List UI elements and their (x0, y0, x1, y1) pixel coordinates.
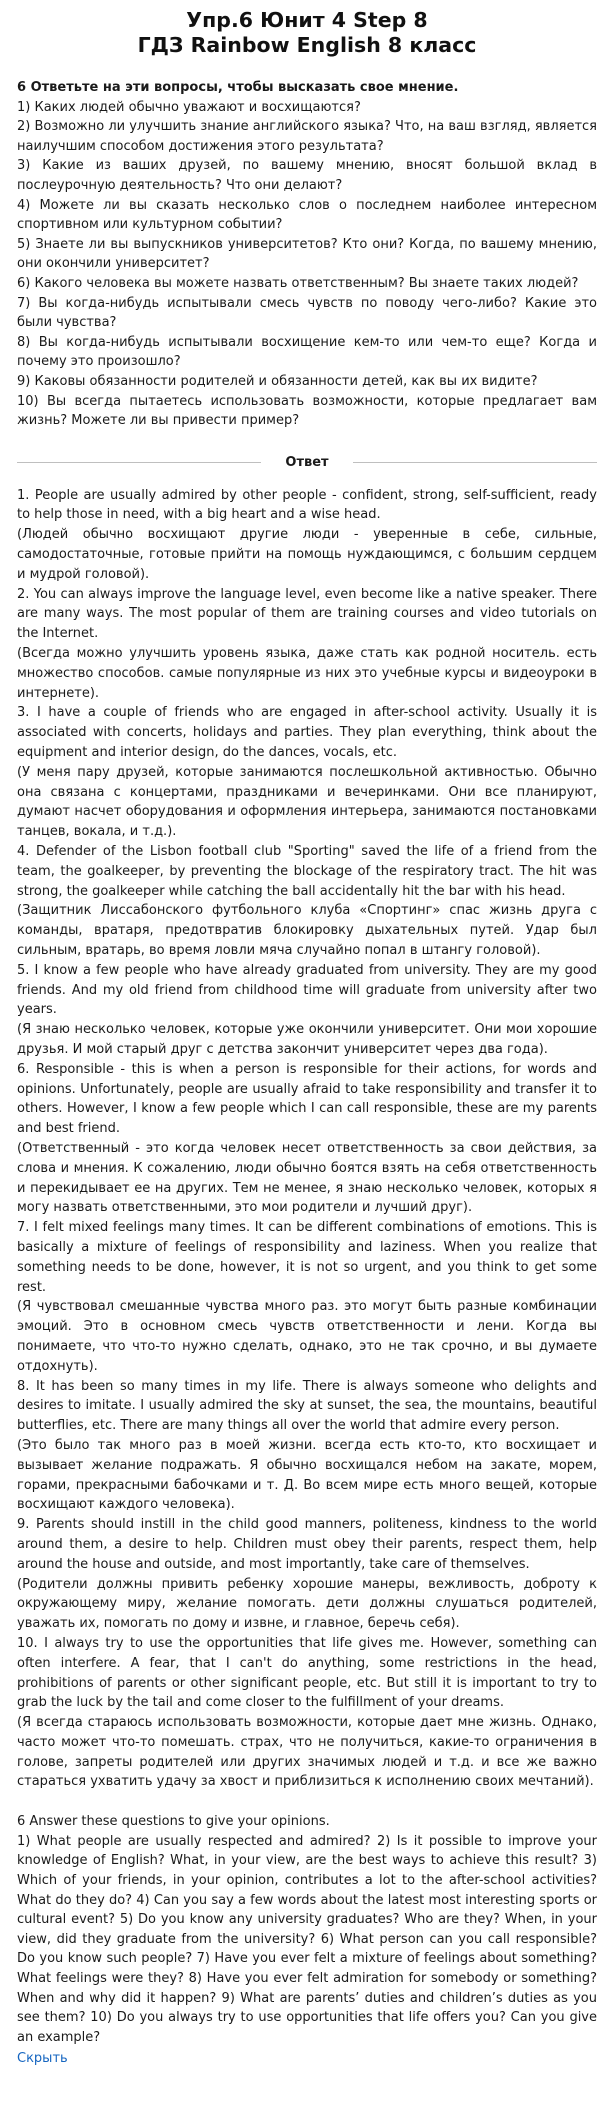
answer-en: 10. I always try to use the opportunities that life gives me. However, something can often interfere. A fear, that I can't do anything, some restrictions in the head, prohibitions of parents or other significant people, etc. But still it is important to try to grab the luck by the tail and come closer to the fulfillment of your dreams. (17, 1635, 597, 1711)
answer-ru: (Всегда можно улучшить уровень языка, даже стать как родной носитель. есть множество способов. самые популярные из них это учебные курсы и видеоуроки в интернете). (17, 646, 597, 701)
answer-ru: (Родители должны привить ребенку хорошие манеры, вежливость, доброту к окружающему миру, желание помогать. дети должны слушаться родителей, уважать их, помогать по дому и извне, и главное, беречь себя). (17, 1576, 597, 1632)
task-item: 2) Возможно ли улучшить знание английского языка? Что, на ваш взгляд, является наилучшим способом достижения этого результата? (17, 119, 597, 154)
answer-en: 4. Defender of the Lisbon football club "Sporting" saved the life of a friend from the team, the goalkeeper, by preventing the blockage of the respiratory tract. The hit was strong, the goalkeeper while catching the ball accidentally hit the bar with his head. (17, 844, 597, 899)
task-item: 10) Вы всегда пытаетесь использовать возможности, которые предлагает вам жизнь? Можете ли вы привести пример? (17, 393, 597, 429)
task-item: 3) Какие из ваших друзей, по вашему мнению, вносят большой вклад в послеурочную деятельность? Что они делают? (17, 158, 597, 193)
page-title (17, 8, 597, 58)
answer-en: 7. I felt mixed feelings many times. It can be different combinations of emotions. This is basically a mixture of feelings of responsibility and laziness. When you realize that something needs to be done, however, it is not so urgent, and you think to get some rest. (17, 1220, 597, 1295)
answer-ru: (Я знаю несколько человек, которые уже окончили университет. Они мои хорошие друзья. И мой старый друг с детства закончит университет через два года). (17, 1022, 597, 1057)
answer-en: 8. It has been so many times in my life. There is always someone who delights and desires to imitate. I usually admired the sky at sunset, the sea, the mountains, beautiful butterflies, etc. There are many things all over the world that admire every person. (17, 1378, 597, 1434)
answer-en: 6. Responsible - this is when a person is responsible for their actions, for words and opinions. Unfortunately, people are usually afraid to take responsibility and transfer it to others. However, I know a few people which I can call responsible, these are my parents and best friend. (17, 1061, 597, 1137)
answer-en: 5. I know a few people who have already graduated from university. They are my good friends. And my old friend from childhood time will graduate from university after two years. (17, 962, 597, 1018)
answer-ru: (У меня пару друзей, которые занимаются послешкольной активностью. Обычно она связана с концертами, праздниками и вечеринками. Они все планируют, думают насчет оборудования и оформления интерьера, занимаются постановками танцев, вокала, и т.д.). (17, 764, 597, 840)
task-item: 6) Какого человека вы можете назвать ответственным? Вы знаете таких людей? (17, 275, 579, 291)
task-item: 7) Вы когда-нибудь испытывали смесь чувств по поводу чего-либо? Какие это были чувства? (17, 295, 597, 331)
task-questions-en (17, 1812, 597, 2047)
answers (17, 486, 597, 1793)
hide-link[interactable]: Скрыть (17, 2051, 68, 2067)
answer-ru: (Людей обычно восхищают другие люди - уверенные в себе, сильные, самодостаточные, готовые прийти на помощь нуждающимся, с большим сердцем и мудрой головой). (17, 527, 597, 582)
task-item: 5) Знаете ли вы выпускников университетов? Кто они? Когда, по вашему мнению, они окончили университет? (17, 236, 597, 272)
title-line-2: ГДЗ Rainbow English 8 класс (137, 33, 477, 57)
task-item: 1) Каких людей обычно уважают и восхищаются? (17, 99, 361, 115)
answer-ru: (Я чувствовал смешанные чувства много раз. это могут быть разные комбинации эмоций. Это в основном смесь чувств ответственности и лени. Когда вы понимаете, что что-то нужно сделать, однако, это не так срочно, и вы думаете отдохнуть). (17, 1299, 597, 1374)
task-item: 9) Каковы обязанности родителей и обязанности детей, как вы их видите? (17, 373, 538, 389)
english-lead: 6 Answer these questions to give your opinions. (17, 1814, 330, 1830)
answer-divider (17, 455, 597, 470)
answer-ru: (Защитник Лиссабонского футбольного клуба «Спортинг» спас жизнь друга с команды, вратаря, предотвратив блокировку дыхательных путей. Удар был сильным, вратарь, во время ловли мяча случайно попал в штангу головой). (17, 903, 597, 959)
answer-en: 3. I have a couple of friends who are engaged in after-school activity. Usually it is associated with concerts, holidays and parties. They plan everything, think about the equipment and interior design, do the dances, vocals, etc. (17, 705, 597, 761)
task-lead: 6 Ответьте на эти вопросы, чтобы высказать свое мнение. (17, 80, 459, 95)
answer-ru: (Я всегда стараюсь использовать возможности, которые дает мне жизнь. Однако, часто может что-то помешать. страх, что не получиться, какие-то ограничения в голове, запреты родителей или других значимых людей и т.д. и все же важно стараться ухватить удачу за хвост и приблизиться к исполнению своих мечтаний). (17, 1715, 597, 1790)
divider-line-left (17, 462, 261, 463)
task-questions-ru (17, 78, 597, 431)
answer-en: 2. You can always improve the language level, even become like a native speaker. There are many ways. The most popular of them are training courses and video tutorials on the Internet. (17, 586, 597, 642)
divider-line-right (353, 462, 597, 463)
task-item: 4) Можете ли вы сказать несколько слов о последнем наиболее интересном спортивном или культурном событии? (17, 197, 597, 233)
english-questions: 1) What people are usually respected and admired? 2) Is it possible to improve your knowledge of English? What, in your view, are the best ways to achieve this result? 3) Which of your friends, in your opinion, contributes a lot to the after-school activities? What do they do? 4) Can you say a few words about the latest most interesting sports or cultural event? 5) Do you know any university graduates? Who are they? When, in your view, did they graduate from the university? 6) What person can you call responsible? Do you know such people? 7) Have you ever felt a mixture of feelings about something? What feelings were they? 8) Have you ever felt admiration for somebody or something? When and why did it happen? 9) What are parents’ duties and children’s duties as you see them? 10) Do you always try to use opportunities that life offers you? Can you give an example? (17, 1833, 597, 2045)
answer-ru: (Это было так много раз в моей жизни. всегда есть кто-то, кто восхищает и вызывает желание подражать. Я обычно восхищался небом на закате, морем, горами, прекрасными бабочками и т. Д. Во всем мире есть много вещей, которые восхищают каждого человека). (17, 1437, 597, 1513)
title-line-1: Упр.6 Юнит 4 Step 8 (186, 8, 428, 32)
answer-en: 1. People are usually admired by other people - confident, strong, self-sufficient, ready to help those in need, with a big heart and a wise head. (17, 487, 597, 523)
answer-heading: Ответ (285, 454, 329, 470)
task-item: 8) Вы когда-нибудь испытывали восхищение кем-то или чем-то еще? Когда и почему это произошло? (17, 334, 597, 370)
answer-ru: (Ответственный - это когда человек несет ответственность за свои действия, за слова и мнения. К сожалению, люди обычно боятся взять на себя ответственность и перекидывает ее на других. Тем не менее, я знаю несколько человек, которых я могу назвать ответственными, это мои родители и лучший друг). (17, 1140, 597, 1216)
answer-en: 9. Parents should instill in the child good manners, politeness, kindness to the world around them, a desire to help. Children must obey their parents, respect them, help around the house and outside, and most importantly, take care of themselves. (17, 1517, 597, 1572)
